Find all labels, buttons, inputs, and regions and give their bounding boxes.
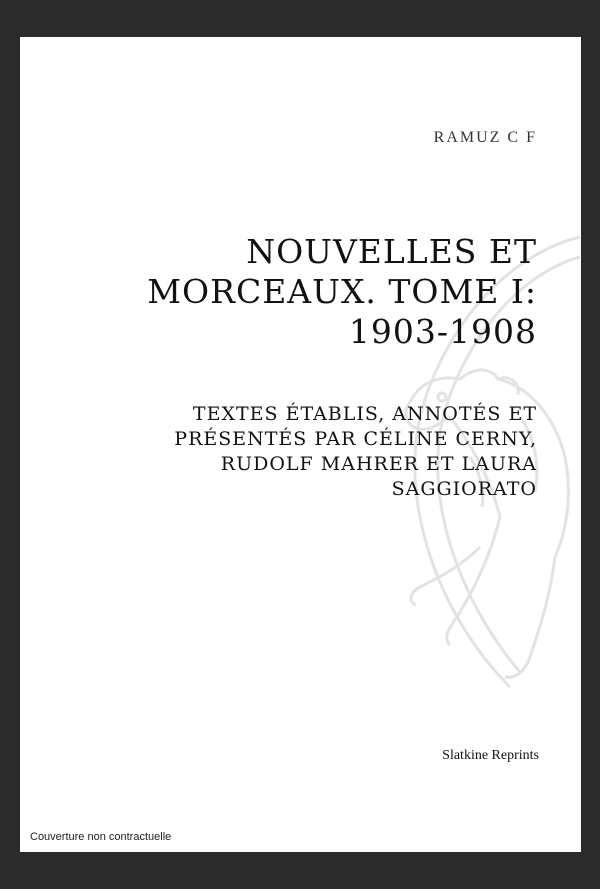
book-subtitle: TEXTES ÉTABLIS, ANNOTÉS ET PRÉSENTÉS PAR CÉLINE CERNY, RUDOLF MAHRER ET LAURA SAGGIORATO: [174, 403, 537, 500]
publisher-name: Slatkine Reprints: [442, 748, 539, 763]
book-title: NOUVELLES ET MORCEAUX. TOME I: 1903-1908: [147, 232, 537, 351]
book-cover: [20, 37, 581, 852]
cover-disclaimer: Couverture non contractuelle: [30, 831, 172, 843]
author-name: RAMUZ C F: [433, 129, 537, 146]
